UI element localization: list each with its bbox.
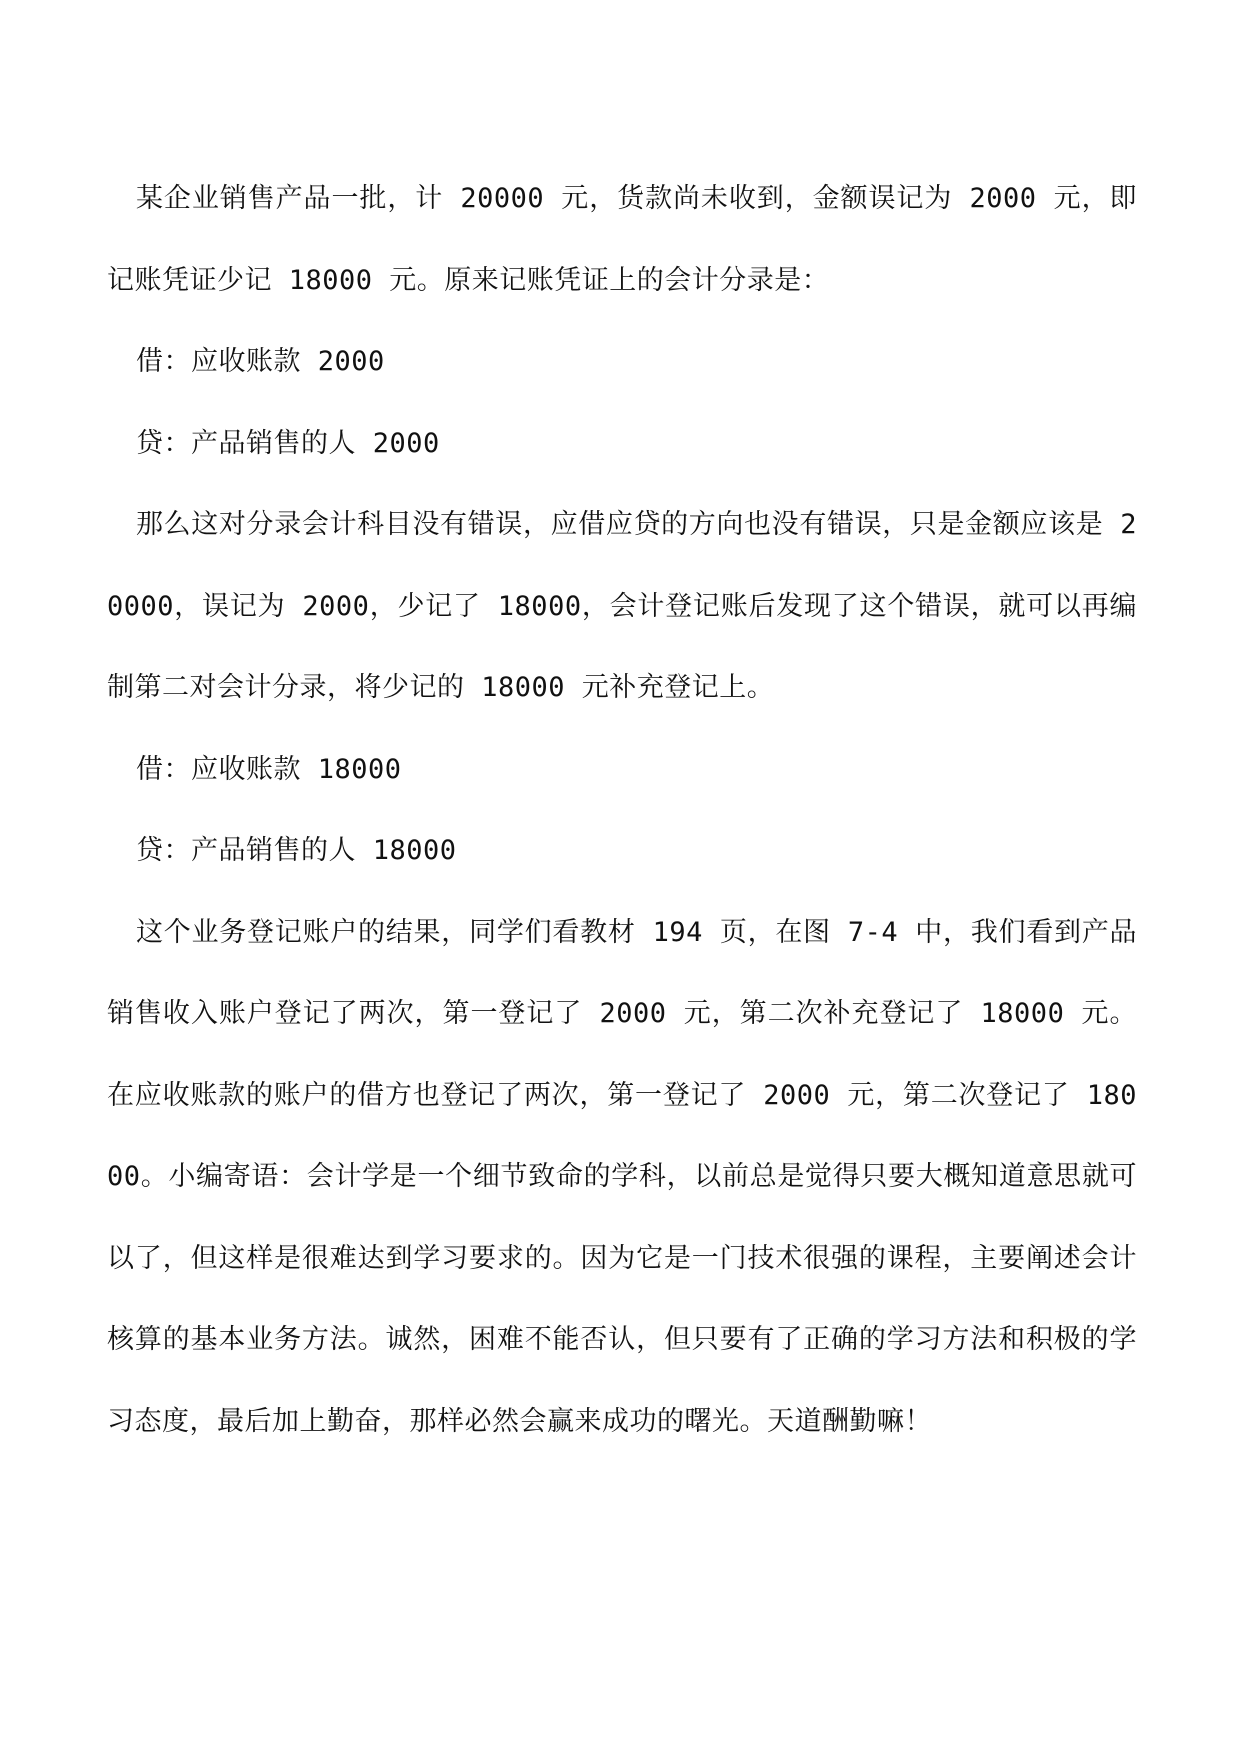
- paragraph-error-description: 某企业销售产品一批，计 20000 元，货款尚未收到，金额误记为 2000 元，即记账凭证少记 18000 元。原来记账凭证上的会计分录是：: [107, 183, 1137, 296]
- journal-entry-credit-supplement: 贷：产品销售的人 18000: [136, 835, 457, 866]
- paragraph-correction-explanation: 那么这对分录会计科目没有错误，应借应贷的方向也没有错误，只是金额应该是 20000，误记为 2000，少记了 18000，会计登记账后发现了这个错误，就可以再编制第二对会计分录，将少记的 18000 元补充登记上。: [107, 509, 1137, 703]
- journal-entry-debit-supplement: 借：应收账款 18000: [136, 753, 402, 785]
- journal-entry-debit-original: 借：应收账款 2000: [136, 346, 385, 377]
- journal-entry-credit-original: 贷：产品销售的人 2000: [136, 427, 440, 459]
- paragraph-result-and-editor-note: 这个业务登记账户的结果，同学们看教材 194 页，在图 7-4 中，我们看到产品销售收入账户登记了两次，第一登记了 2000 元，第二次补充登记了 18000 元。在应收账款的账户的借方也登记了两次，第一登记了 2000 元，第二次登记了 18000。小编寄语：会计学是一个细节致命的学科，以前总是觉得只要大概知道意思就可以了，但这样是很难达到学习要求的。因为它是一门技术很强的课程，主要阐述会计核算的基本业务方法。诚然，困难不能否认，但只要有了正确的学习方法和积极的学习态度，最后加上勤奋，那样必然会赢来成功的曙光。天道酬勤嘛！: [107, 916, 1137, 1437]
- document-body: [107, 158, 1137, 1462]
